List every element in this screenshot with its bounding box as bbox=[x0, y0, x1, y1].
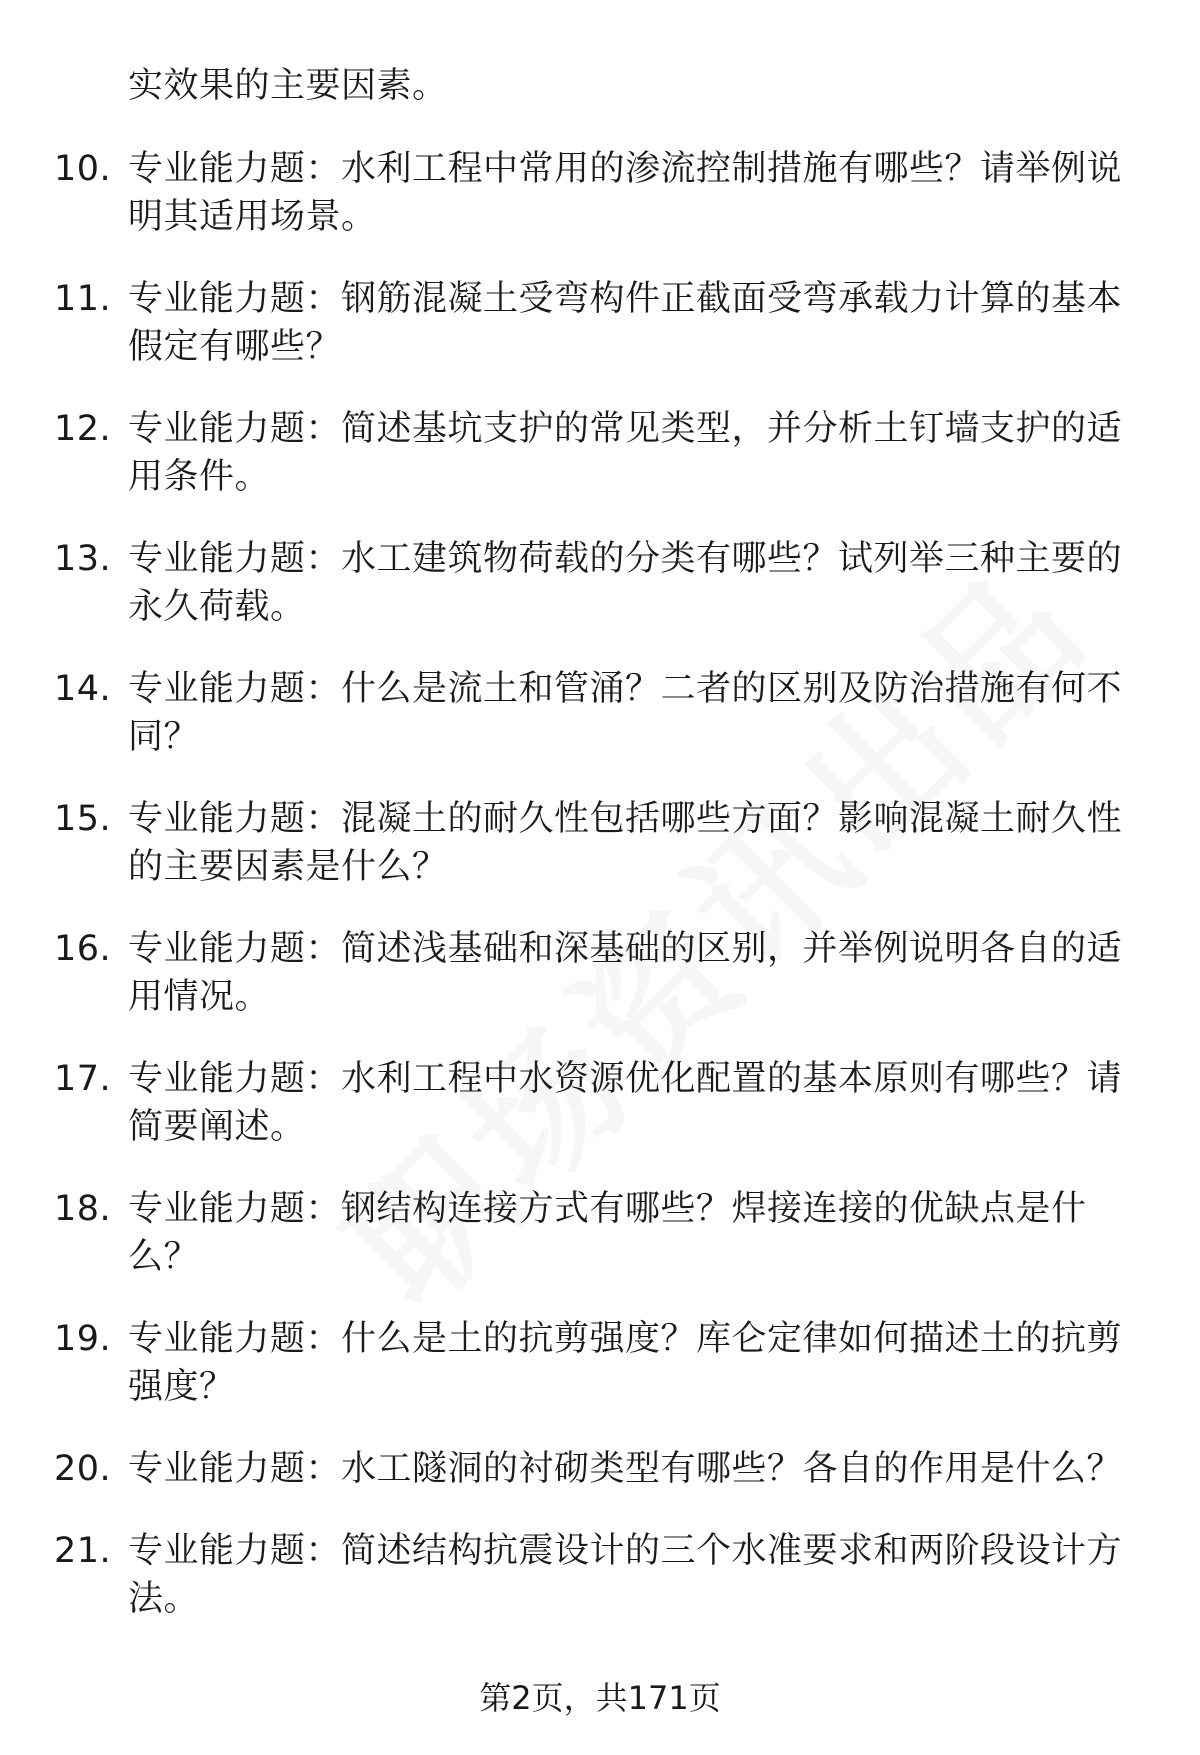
question-number: 18. bbox=[54, 1189, 112, 1229]
question-item bbox=[0, 275, 1142, 371]
question-list bbox=[0, 145, 1200, 1657]
question-text: 专业能力题：什么是土的抗剪强度？库仑定律如何描述土的抗剪强度？ bbox=[128, 1319, 1123, 1407]
question-item bbox=[0, 1185, 1142, 1281]
question-number: 12. bbox=[54, 409, 112, 449]
question-text: 专业能力题：水利工程中水资源优化配置的基本原则有哪些？请简要阐述。 bbox=[128, 1059, 1123, 1147]
question-item bbox=[0, 1055, 1142, 1151]
question-text: 专业能力题：钢筋混凝土受弯构件正截面受弯承载力计算的基本假定有哪些？ bbox=[128, 279, 1123, 367]
question-number: 15. bbox=[54, 799, 112, 839]
question-text: 专业能力题：简述基坑支护的常见类型，并分析土钉墙支护的适用条件。 bbox=[128, 409, 1123, 497]
question-item bbox=[0, 1527, 1142, 1623]
question-number: 16. bbox=[54, 929, 112, 969]
question-item bbox=[0, 925, 1142, 1021]
question-text: 专业能力题：混凝土的耐久性包括哪些方面？影响混凝土耐久性的主要因素是什么？ bbox=[128, 799, 1123, 887]
question-number: 20. bbox=[54, 1449, 112, 1489]
page-footer: 第2页，共171页 bbox=[479, 1679, 721, 1717]
continued-text: 实效果的主要因素。 bbox=[128, 66, 448, 106]
question-item bbox=[0, 665, 1142, 761]
question-number: 13. bbox=[54, 539, 112, 579]
question-text: 专业能力题：简述结构抗震设计的三个水准要求和两阶段设计方法。 bbox=[128, 1531, 1123, 1619]
question-item bbox=[0, 405, 1142, 501]
question-item bbox=[0, 535, 1142, 631]
question-item bbox=[0, 1445, 1142, 1493]
question-text: 专业能力题：水利工程中常用的渗流控制措施有哪些？请举例说明其适用场景。 bbox=[128, 149, 1123, 237]
question-number: 10. bbox=[54, 149, 112, 189]
question-number: 21. bbox=[54, 1531, 112, 1571]
question-item bbox=[0, 145, 1142, 241]
question-text: 专业能力题：钢结构连接方式有哪些？焊接连接的优缺点是什么？ bbox=[128, 1189, 1087, 1277]
question-number: 11. bbox=[54, 279, 112, 319]
question-text: 专业能力题：什么是流土和管涌？二者的区别及防治措施有何不同？ bbox=[128, 669, 1123, 757]
question-text: 专业能力题：简述浅基础和深基础的区别，并举例说明各自的适用情况。 bbox=[128, 929, 1123, 1017]
question-number: 17. bbox=[54, 1059, 112, 1099]
question-item bbox=[0, 795, 1142, 891]
question-number: 14. bbox=[54, 669, 112, 709]
question-item bbox=[0, 1315, 1142, 1411]
question-text: 专业能力题：水工隧洞的衬砌类型有哪些？各自的作用是什么？ bbox=[128, 1449, 1123, 1489]
question-text: 专业能力题：水工建筑物荷载的分类有哪些？试列举三种主要的永久荷载。 bbox=[128, 539, 1123, 627]
question-number: 19. bbox=[54, 1319, 112, 1359]
